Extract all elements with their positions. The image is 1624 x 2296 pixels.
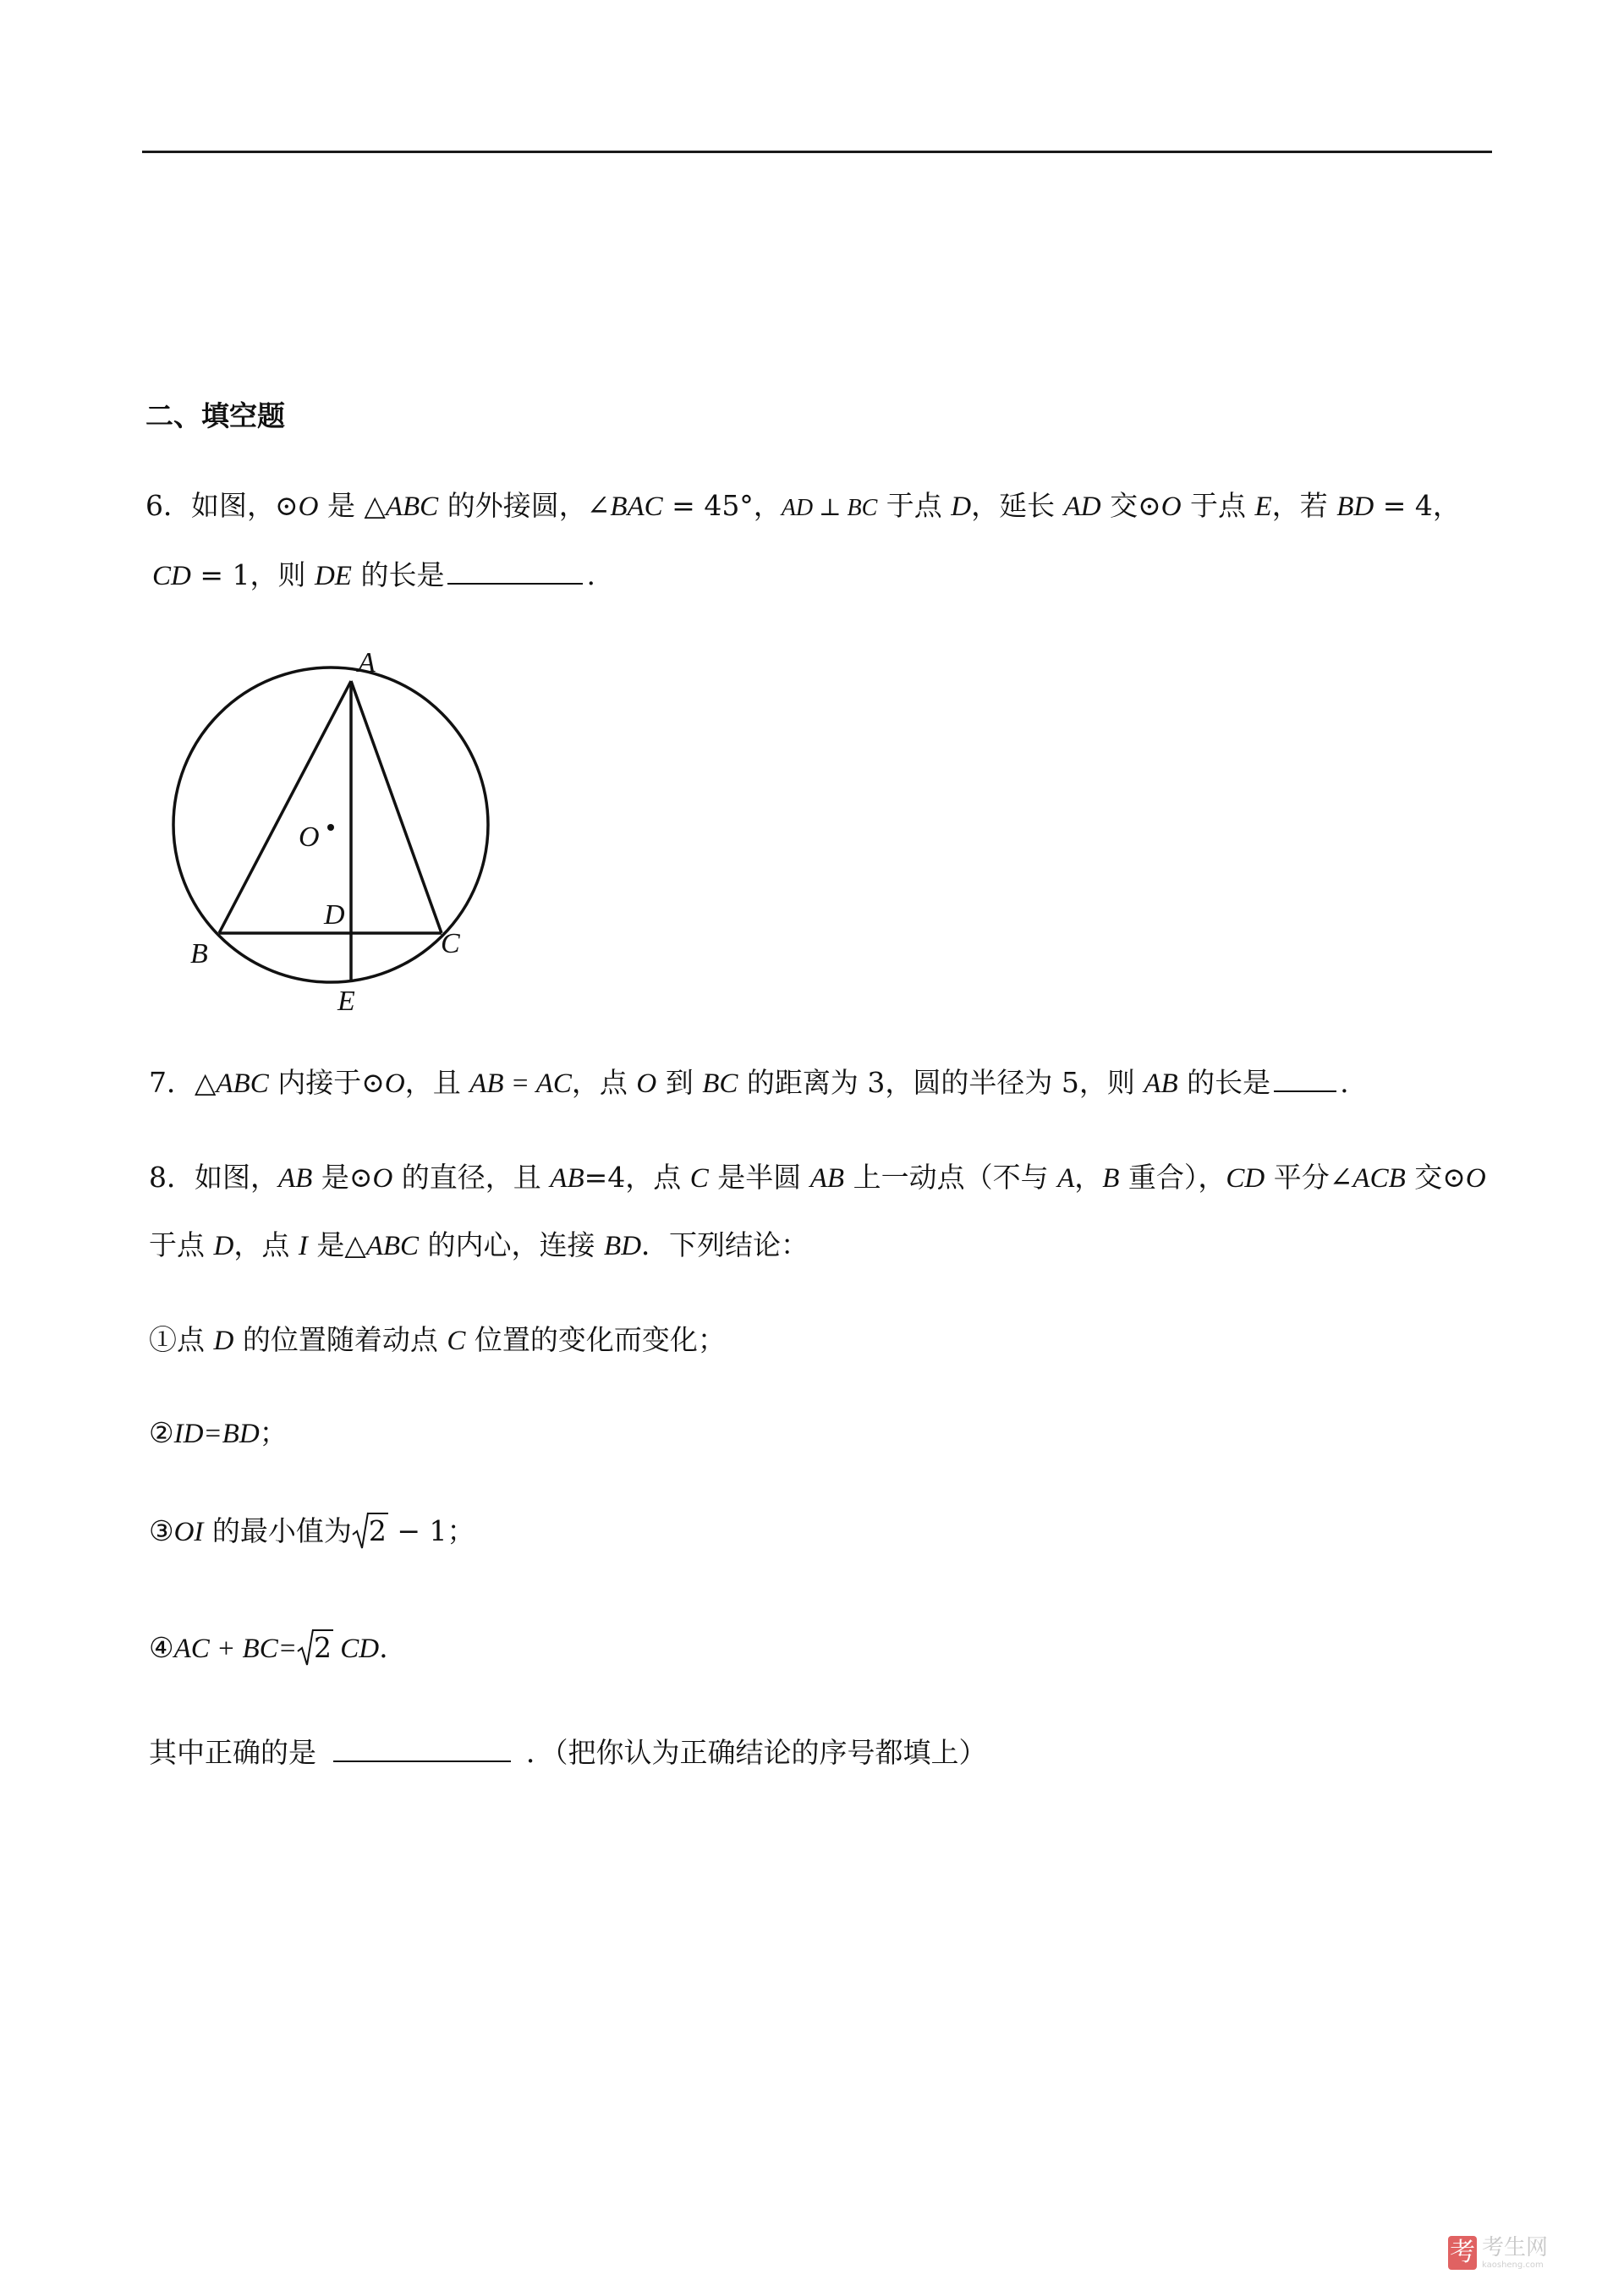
header-rule: [142, 151, 1492, 153]
q8-conclusion-4: ④AC + BC= 2 CD.: [149, 1626, 388, 1671]
q7-line: 7．△ABC 内接于⊙O，且 AB = AC，点 O 到 BC 的距离为 3，圆的半径为 5，则 AB 的长是 .: [149, 1066, 1349, 1099]
figure-side-ab: [219, 681, 351, 933]
label-e: E: [337, 986, 355, 1015]
q8-line2: 于点 D，点 I 是△ABC 的内心，连接 BD．下列结论：: [149, 1228, 809, 1261]
q6-line2: CD = 1，则 DE 的长是 .: [152, 558, 595, 591]
label-o: O: [299, 821, 320, 853]
label-d: D: [324, 899, 345, 931]
watermark: 考 考生网 kaosheng.com: [1450, 2235, 1549, 2270]
q7-number: 7．: [149, 1066, 195, 1099]
q8-answer-line: 其中正确的是 ．（把你认为正确结论的序号都填上）: [149, 1736, 987, 1769]
label-b: B: [190, 938, 208, 969]
q6-figure: [165, 643, 503, 1015]
q8-line1: 8．如图，AB 是⊙O 的直径，且 AB=4，点 C 是半圆 AB 上一动点（不与 A，B 重合），CD 平分∠ACB 交⊙O: [149, 1161, 1486, 1194]
q8-conclusion-1: ①点 D 的位置随着动点 C 位置的变化而变化；: [149, 1323, 726, 1356]
figure-center-dot: [327, 824, 334, 831]
q6-answer-blank[interactable]: [447, 582, 583, 585]
q8-number: 8．如图，: [149, 1161, 278, 1194]
label-c: C: [441, 928, 460, 959]
q6-number: 6．如图，: [145, 489, 275, 522]
q7-answer-blank[interactable]: [1274, 1090, 1336, 1092]
q6-line1: 6．如图，⊙O 是 △ABC 的外接圆，∠BAC = 45°，AD ⊥ BC 于点 D，延长 AD 交⊙O 于点 E，若 BD = 4，: [145, 489, 1461, 522]
sqrt-symbol: 2: [297, 1626, 333, 1670]
watermark-logo-icon: 考: [1448, 2236, 1477, 2270]
q8-conclusion-3: ③OI 的最小值为 2 − 1；: [149, 1509, 475, 1554]
sqrt-symbol: 2: [352, 1509, 388, 1553]
q8-conclusion-2: ②ID=BD；: [149, 1416, 288, 1449]
figure-side-ac: [351, 681, 442, 933]
section-heading: 二、填空题: [145, 399, 285, 432]
q8-answer-blank[interactable]: [333, 1760, 511, 1762]
label-a: A: [358, 647, 376, 678]
